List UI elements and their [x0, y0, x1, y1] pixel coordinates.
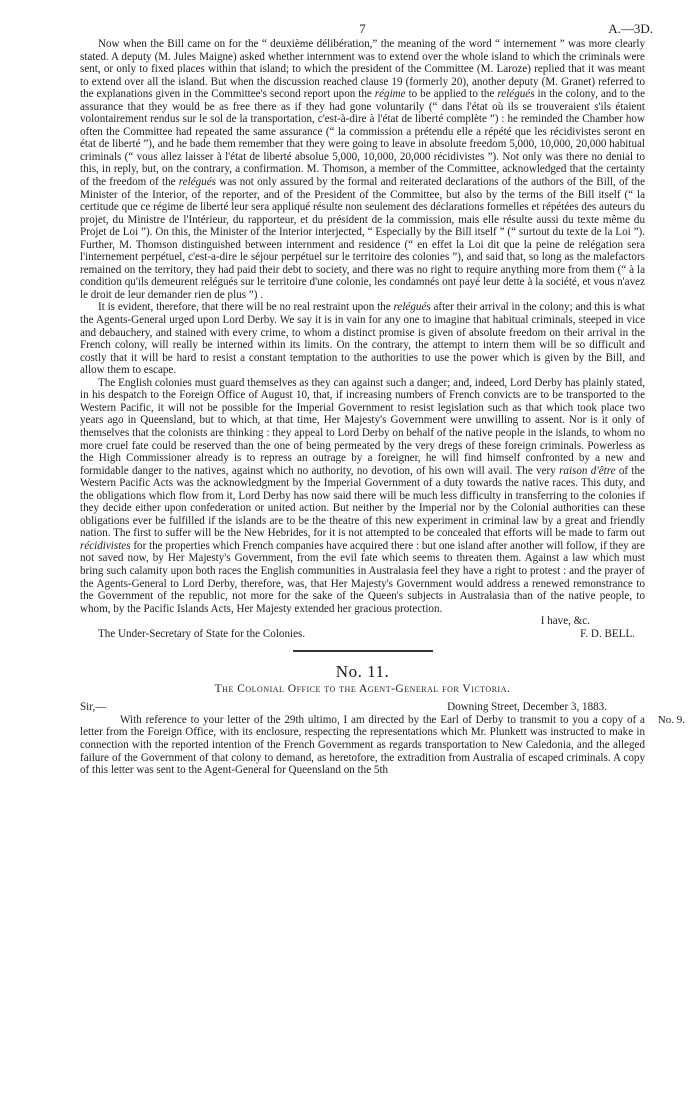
- text-run: Now when the Bill came on for the “ deuxième délibération,” the meaning of the word “ internement ” was more clearly stated. A deputy (M. Jules Maigne) asked whether internment was to extend over the whole island to which the criminals were sent, or only to fixed places within that island; to which the president of the Committee (M. Laroze) replied that it was meant to extend over all the island. But when the discussion reached clause 19 (formerly 20), another deputy (M. Granet) referred to the explanations given in the Committee's second report upon the: [80, 38, 645, 101]
- addressee: The Under-Secretary of State for the Colonies.: [98, 627, 306, 640]
- document-reference: A.—3D.: [608, 21, 653, 36]
- section-divider: [293, 650, 433, 652]
- page-number: 7: [359, 21, 366, 36]
- salutation: Sir,—: [80, 701, 107, 714]
- salutation-row: [80, 701, 645, 714]
- text-run: It is evident, therefore, that there will be no real restraint upon the: [98, 301, 394, 314]
- text-run: after their arrival in the colony; and this is what the Agents-General urged upon Lord Derby. We say it is in vain for any one to imagine that habitual criminals, steeped in vice and debauchery, and stained with every crime, to whom a distinct promise is given of absolute freedom on their arrival in the French colony, will really be interned within its limits. On the contrary, the attempt to intern them will be so difficult and costly that it will be hard to resist a constant temptation to the authorities to use the power which is given by the Bill, and allow them to escape.: [80, 301, 645, 377]
- paragraph-deliberation: [80, 38, 645, 301]
- text-run: With reference to your letter of the 29th ultimo, I am directed by the Earl of Derby to transmit to you a copy of a letter from the Foreign Office, with its enclosure, respecting the representations which Mr. Plunkett was instructed to make in connection with the reported intention of the French Government as regards transportation to New Caledonia, and the alleged failure of the Government of that colony to demand, as heretofore, the extradition from Australia of escaped criminals. A copy of this letter was sent to the Agent-General for Queensland on the 5th: [80, 713, 645, 777]
- italic-term: régime: [374, 88, 406, 101]
- letter-date: Downing Street, December 3, 1883.: [447, 701, 607, 714]
- text-run: for the properties which French companies have acquired there : but one island after another will follow, if they are not saved now, by Her Majesty's Government, from the evil fate which seems to threaten them. Against a law which must bring such calamity upon both races the English communities in Australasia feel they have a right to protest : and the prayer of the Agents-General to Lord Derby, therefore, was, that Her Majesty's Government would address a renewed remonstrance to the Government of the republic, not more for the sake of the Queen's subjects in Australasia than of the native people, to whom, by the Pacific Islands Acts, Her Majesty extended her gracious protection.: [80, 539, 645, 615]
- text-run: to be applied to the: [405, 88, 498, 101]
- letter-body: [80, 713, 685, 777]
- italic-term: relégués: [393, 301, 431, 314]
- paragraph-english-colonies: [80, 377, 645, 615]
- text-run: of the Western Pacific Acts was the acknowledgment by the Imperial Government of a duty towards the native races. This duty, and the obligations which flow from it, Lord Derby has now said there will be much less difficulty in transferring to the colonies if they decide either upon confederation or united action. But neither by the Imperial nor by the Colonial authorities can these obligations ever be fulfilled if the islands are to be the theatre of this new experiment in criminal law by a great and friendly nation. The first to suffer will be the New Hebrides, for it is not attempted to be concealed that efforts will be made to farm out: [80, 464, 645, 540]
- italic-term: raison d'être: [559, 464, 616, 477]
- text-run: The English colonies must guard themselves as they can against such a danger; and, indeed, Lord Derby has plainly stated, in his despatch to the Foreign Office of August 10, that, if increasing numbers of French convicts are to be transported to the Western Pacific, it will not be possible for the Imperial Government to resist legislation such as that which took place two years ago in Queensland, but to which, at that time, Her Majesty's Government were unwilling to assent. Nor is it only of themselves that the colonists are thinking : they appeal to Lord Derby on behalf of the native people in the islands, to whom no more cruel fate could be reserved than the one of being permeated by the very dregs of these foreign criminals. Powerless as the High Commissioner already is to repress an outrage by a foreigner, he will find himself confronted by a new and formidable danger to the natives, against which no authority, no devotion, of his own will avail. The very: [80, 376, 645, 477]
- italic-term: récidivistes: [80, 539, 131, 552]
- paragraph-restraint: [80, 301, 645, 376]
- text-run: in the colony, and to the assurance that they would be as free there as if they had gone voluntarily (“ dans l'état où ils se trouveraient s'ils étaient volontairement rendus sur le sol de la transportation, c'est-à-dire à l'état de liberté complète ”) : he reminded the Chamber how often the Committee had repeated the same assurance (“ la commission a prétendu elle a répété que les récidivistes seront en état de liberté ”), and he bade them remember that they were going to leave in absolute freedom 5,000, 10,000, 20,000 habitual criminals (“ vous allez laisser à l'état de liberté absolue 5,000, 10,000, 20,000 récidivistes ”). Not only was there no denial to this, in reply, but, on the contrary, a confirmation. M. Thomson, a member of the Committee, acknowledged that the certainty of the freedom of the: [80, 88, 645, 189]
- signature: F. D. BELL.: [580, 627, 635, 640]
- signature-row: [80, 628, 645, 641]
- margin-reference: No. 9.: [657, 713, 685, 726]
- closing: I have, &c.: [540, 615, 590, 628]
- letter-subtitle: The Colonial Office to the Agent-General for Victoria.: [214, 682, 511, 695]
- letter-title: No. 11.: [335, 662, 390, 682]
- page-header: [80, 20, 653, 38]
- italic-term: relégués: [497, 88, 535, 101]
- italic-term: relégués: [178, 176, 216, 189]
- text-run: was not only assured by the formal and reiterated declarations of the authors of the Bill, of the Minister of the Interior, of the reporter, and of the President of the Committee, but also by the terms of the Bill itself (“ la certitude que ce régime de liberté leur sera appliqué résulte non seulement des déclarations formelles et répétées des auteurs du projet, du Ministre de l'Intérieur, du rapporteur, et du président de la commission, mais elle résulte aussi du texte même du Projet de Loi ”). On this, the Minister of the Interior interjected, “ Especially by the Bill itself ” (“ surtout du texte de la Loi ”). Further, M. Thomson distinguished between internment and residence (“ en effet la Loi dit que la peine de relégation sera l'internement perpétuel, c'est-a-dire le séjour perpétuel sur le territoire des colonies ”), and said that, so long as the malefactors remained on the territory, they had paid their debt to society, and there was no right to require anything more from them (“ à la condition qu'ils demeurent relégués sur le territoire d'une colonie, les condamnés ont payé leur dette à la société, et vous n'avez le droit de leur demander rien de plus ”) .: [80, 176, 646, 301]
